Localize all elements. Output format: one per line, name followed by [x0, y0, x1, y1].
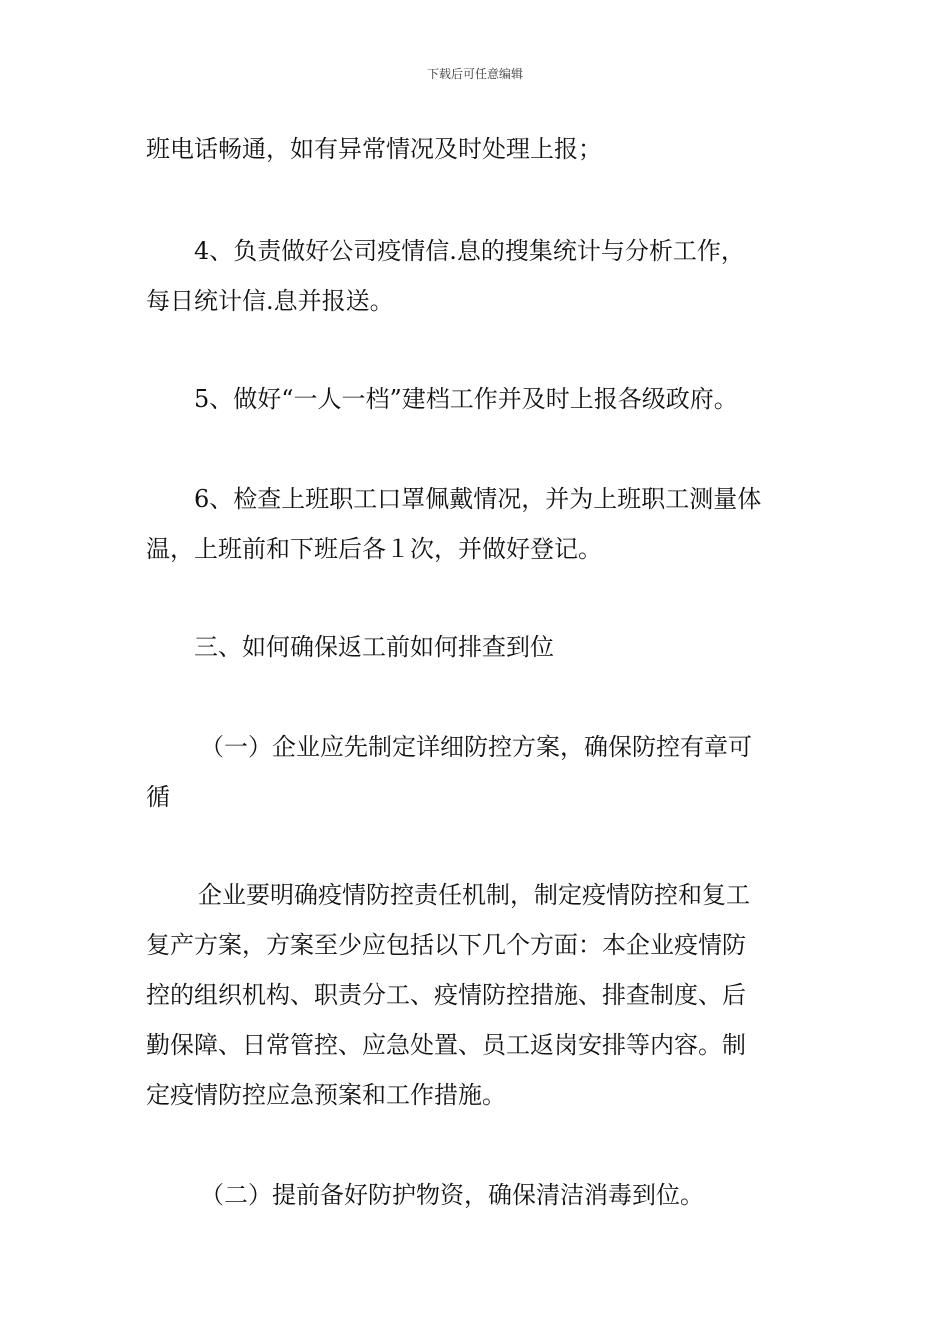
text-line: 勤保障、日常管控、应急处置、员工返岗安排等内容。制	[146, 1031, 746, 1059]
text-line: 温，上班前和下班后各１次，并做好登记。	[146, 535, 602, 563]
text-line: （二）提前备好防护物资，确保清洁消毒到位。	[200, 1181, 704, 1209]
text-line: 班电话畅通，如有异常情况及时处理上报；	[146, 135, 602, 163]
paragraph-item-4	[146, 226, 810, 326]
paragraph-item-6	[146, 474, 810, 574]
text-line: 企业要明确疫情防控责任机制，制定疫情防控和复工	[198, 881, 750, 909]
text-line: 每日统计信.息并报送。	[146, 287, 394, 315]
paragraph-item-5	[146, 374, 810, 424]
subsection-heading-2	[146, 1170, 810, 1220]
text-line: 循	[146, 783, 170, 811]
text-line: 5、做好“一人一档”建档工作并及时上报各级政府。	[194, 385, 738, 413]
text-line: 复产方案，方案至少应包括以下几个方面：本企业疫情防	[146, 931, 746, 959]
text-line: 控的组织机构、职责分工、疫情防控措施、排查制度、后	[146, 981, 746, 1009]
text-line: （一）企业应先制定详细防控方案，确保防控有章可	[200, 733, 752, 761]
subsection-heading-1	[146, 722, 810, 822]
text-line: 4、负责做好公司疫情信.息的搜集统计与分析工作，	[194, 237, 745, 265]
paragraph-body	[146, 870, 810, 1120]
text-line: 三、如何确保返工前如何排查到位	[194, 633, 554, 661]
text-line: 6、检查上班职工口罩佩戴情况，并为上班职工测量体	[194, 485, 762, 513]
paragraph-continuation	[146, 124, 810, 174]
section-heading-3	[146, 622, 810, 672]
text-line: 定疫情防控应急预案和工作措施。	[146, 1081, 506, 1109]
page-header: 下载后可任意编辑	[426, 67, 523, 81]
